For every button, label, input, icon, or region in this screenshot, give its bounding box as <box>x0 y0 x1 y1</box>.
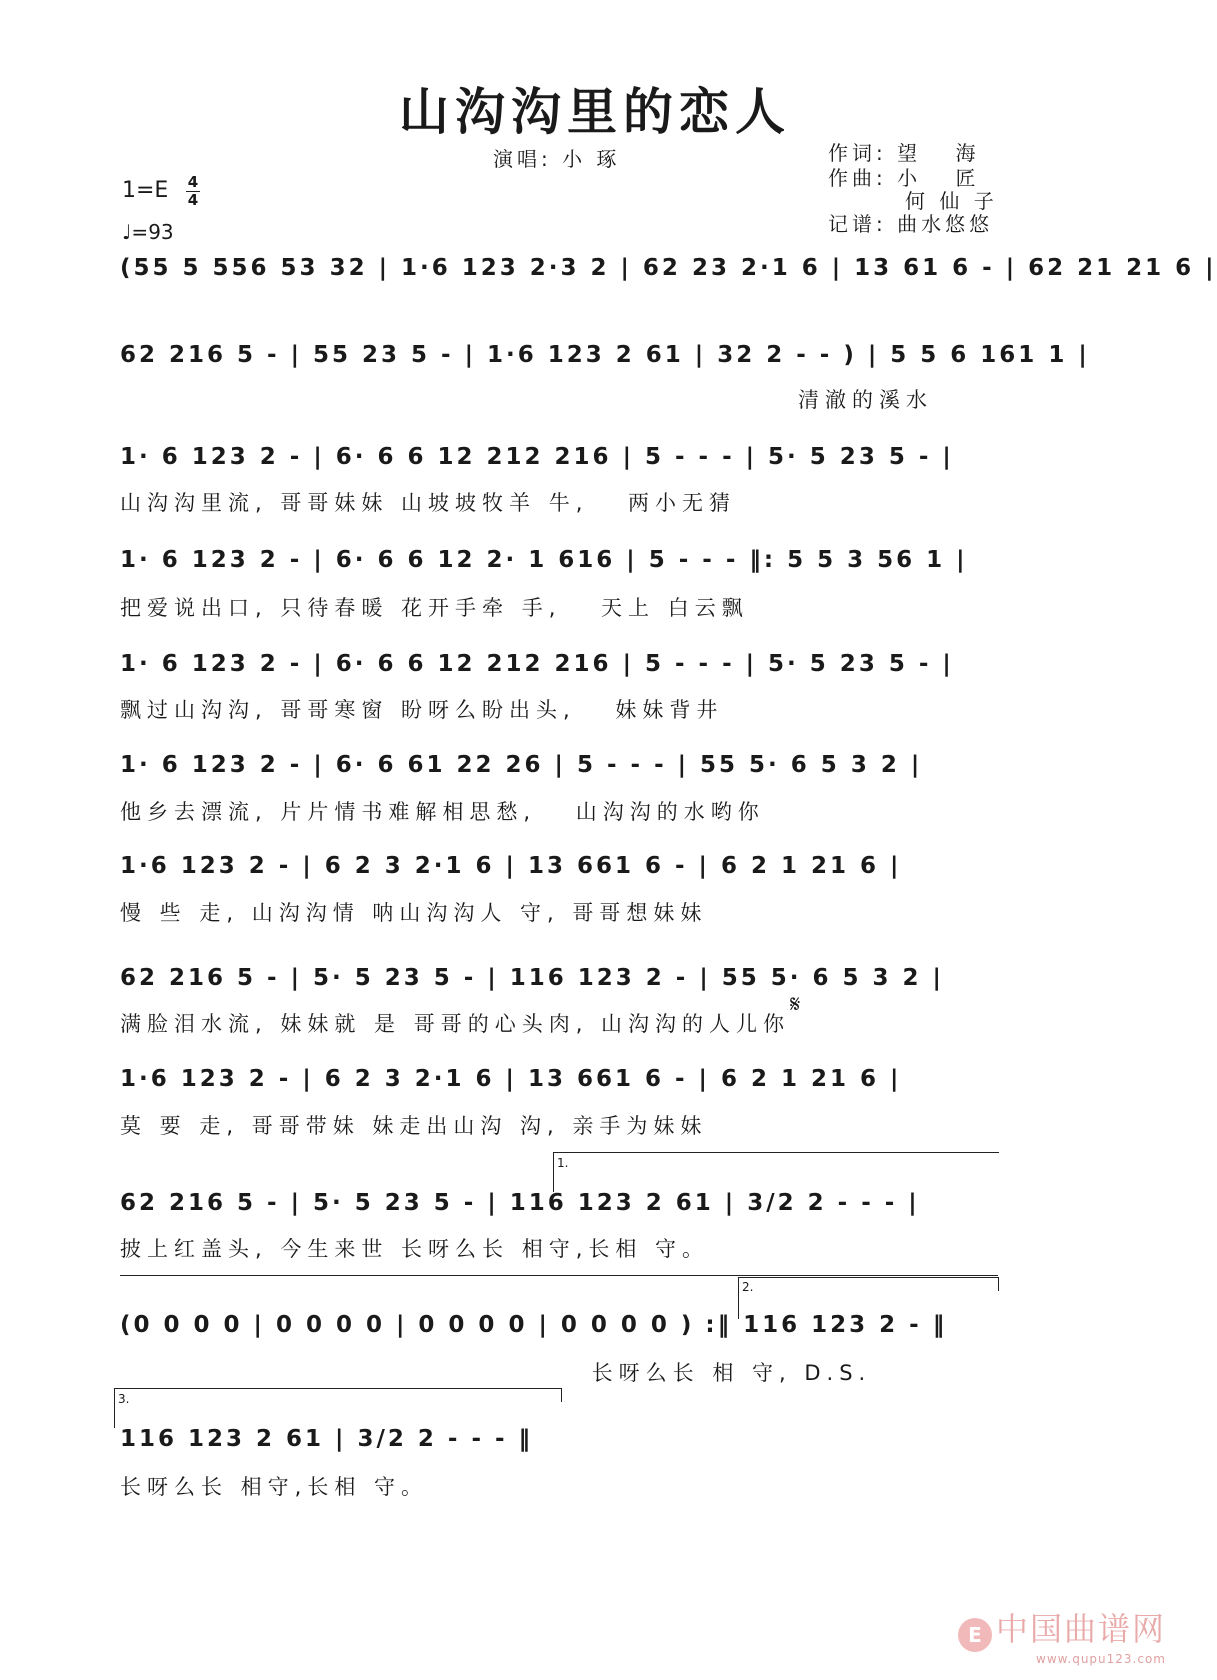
ending-1-bracket-left <box>553 1152 554 1192</box>
transcriber-credit: 记谱: 曲水悠悠 <box>828 212 994 236</box>
score-system-5: 1· 6 123 2 - | 6· 6 6 12 212 216 | 5 - - - | 5· 5 23 5 - | <box>120 651 954 677</box>
time-signature <box>186 175 200 208</box>
ending-1-label: 1. <box>557 1156 569 1170</box>
page-title: 山沟沟里的恋人 <box>399 82 791 141</box>
ending-2-label: 2. <box>742 1280 754 1294</box>
ending-3-label: 3. <box>118 1392 130 1406</box>
score-system-8: 62 216 5 - | 5· 5 23 5 - | 116 123 2 - | 55 5· 6 5 3 2 | <box>120 965 944 991</box>
segno-sign: 𝄋 <box>790 990 801 1018</box>
site-logo-icon: E <box>958 1618 992 1652</box>
lyrics-line-10: 披上红盖头, 今生来世 长呀么长 相守,长相 守。 <box>120 1237 710 1261</box>
score-system-12: 116 123 2 61 | 3/2 2 - - - ‖ <box>120 1426 534 1452</box>
score-system-3: 1· 6 123 2 - | 6· 6 6 12 212 216 | 5 - - - | 5· 5 23 5 - | <box>120 444 954 470</box>
score-system-9: 1·6 123 2 - | 6 2 3 2·1 6 | 13 661 6 - | 6 2 1 21 6 | <box>120 1066 902 1092</box>
score-system-6: 1· 6 123 2 - | 6· 6 61 22 26 | 5 - - - | 55 5· 6 5 3 2 | <box>120 752 923 778</box>
lyrics-line-2: 清澈的溪水 <box>798 388 933 412</box>
lyrics-line-5: 飘过山沟沟, 哥哥寒窗 盼呀么盼出头, 妹妹背井 <box>120 698 724 722</box>
singer-credit: 演唱: 小 琢 <box>493 147 621 171</box>
lyrics-line-6: 他乡去漂流, 片片情书难解相思愁, 山沟沟的水哟你 <box>120 800 765 824</box>
ending-3-bracket-right <box>561 1388 562 1402</box>
score-system-2: 62 216 5 - | 55 23 5 - | 1·6 123 2 61 | 32 2 - - ) | 5 5 6 161 1 | <box>120 342 1090 368</box>
key-signature: 1=E <box>122 178 169 203</box>
score-system-7: 1·6 123 2 - | 6 2 3 2·1 6 | 13 661 6 - | 6 2 1 21 6 | <box>120 853 902 879</box>
tempo-marking: ♩=93 <box>122 220 174 244</box>
lyrics-line-9: 莫 要 走, 哥哥带妹 妹走出山沟 沟, 亲手为妹妹 <box>120 1114 708 1138</box>
ending-3-bracket-left <box>114 1388 115 1428</box>
score-system-4: 1· 6 123 2 - | 6· 6 6 12 2· 1 616 | 5 - - - ‖: 5 5 3 56 1 | <box>120 547 968 573</box>
lyrics-line-8: 满脸泪水流, 妹妹就 是 哥哥的心头肉, 山沟沟的人儿你 <box>120 1012 791 1036</box>
lyrics-line-7: 慢 些 走, 山沟沟情 呐山沟沟人 守, 哥哥想妹妹 <box>120 901 708 925</box>
score-system-10: 62 216 5 - | 5· 5 23 5 - | 116 123 2 61 | 3/2 2 - - - | <box>120 1190 920 1216</box>
lyrics-line-4: 把爱说出口, 只待春暖 花开手牵 手, 天上 白云飘 <box>120 596 749 620</box>
time-signature-top: 4 <box>187 173 199 191</box>
ending-1-bracket <box>553 1152 999 1153</box>
score-system-11: (0 0 0 0 | 0 0 0 0 | 0 0 0 0 | 0 0 0 0 ) :‖ 116 123 2 - ‖ <box>120 1312 948 1338</box>
ending-2-bracket-right <box>998 1277 999 1291</box>
ending-3-bracket <box>114 1388 561 1389</box>
time-signature-bottom: 4 <box>187 191 199 209</box>
composer2-credit: 何 仙 子 <box>905 189 998 213</box>
section-separator <box>120 1275 998 1276</box>
composer-credit: 作曲: 小 匠 <box>828 166 980 190</box>
lyrics-line-11: 长呀么长 相 守, D.S. <box>120 1361 872 1385</box>
ending-2-bracket <box>738 1277 998 1278</box>
lyricist-credit: 作词: 望 海 <box>828 141 980 165</box>
score-system-1: (55 5 556 53 32 | 1·6 123 2·3 2 | 62 23 2·1 6 | 13 61 6 - | 62 21 21 6 | <box>120 255 1217 281</box>
site-url: www.qupu123.com <box>1036 1652 1166 1666</box>
lyrics-line-3: 山沟沟里流, 哥哥妹妹 山坡坡牧羊 牛, 两小无猜 <box>120 491 737 515</box>
site-watermark <box>958 1604 1166 1667</box>
site-logo-text: 中国曲谱网 <box>995 1609 1166 1648</box>
lyrics-line-12: 长呀么长 相守,长相 守。 <box>120 1475 429 1499</box>
